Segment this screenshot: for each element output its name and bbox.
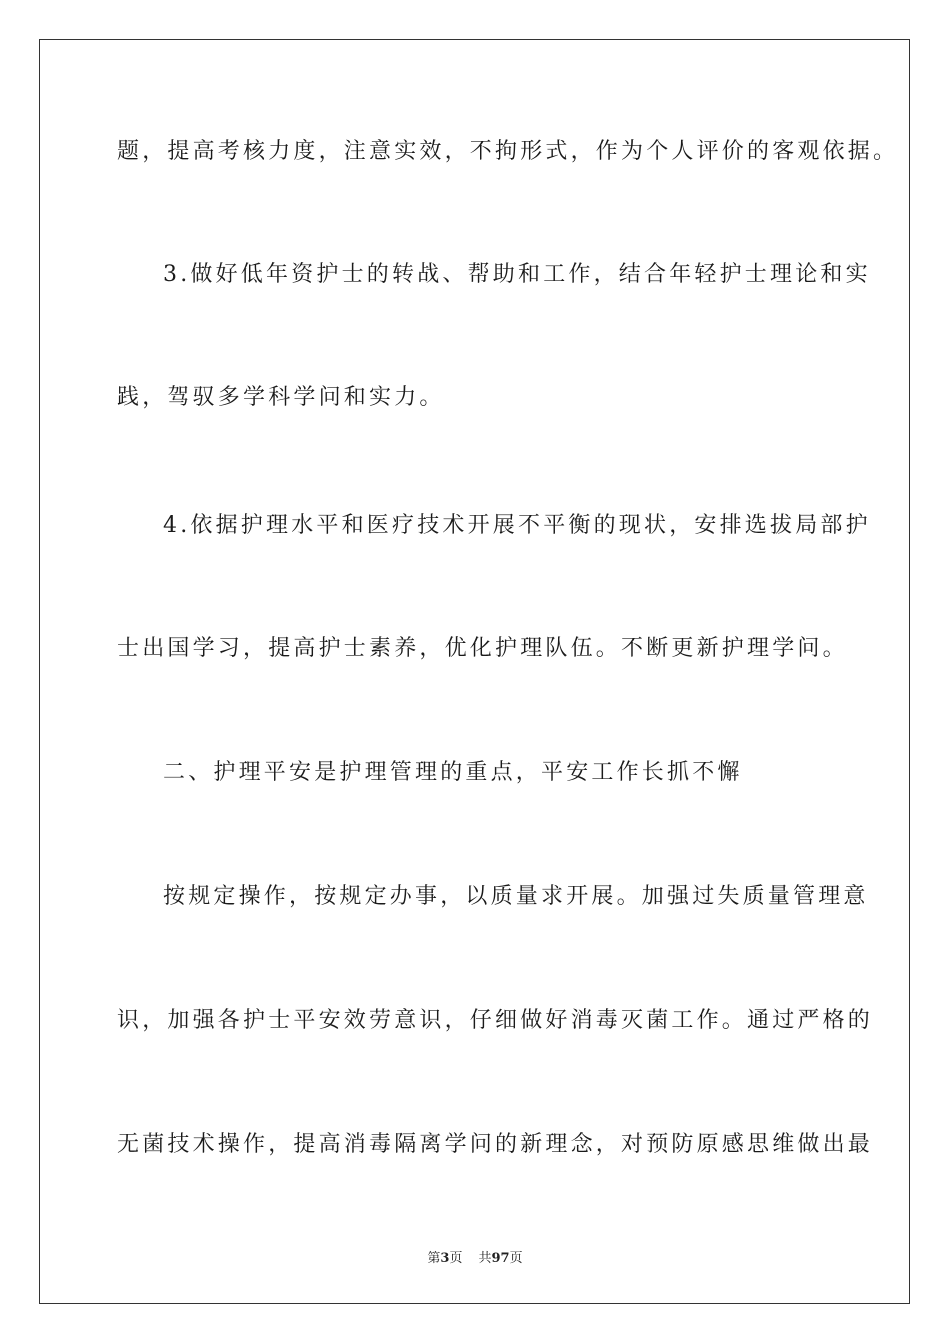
footer-page-suffix: 页 xyxy=(449,1251,463,1266)
text-line-2: 3.做好低年资护士的转战、帮助和工作，结合年轻护士理论和实 xyxy=(163,262,871,287)
text-line-4: 4.依据护理水平和医疗技术开展不平衡的现状，安排选拔局部护 xyxy=(163,513,871,538)
footer-total-pages: 97 xyxy=(491,1251,510,1266)
text-line-7: 按规定操作，按规定办事，以质量求开展。加强过失质量管理意 xyxy=(163,884,869,909)
text-line-3: 践，驾驭多学科学问和实力。 xyxy=(117,385,445,410)
text-line-1: 题，提高考核力度，注意实效，不拘形式，作为个人评价的客观依据。 xyxy=(117,139,899,164)
footer-total-prefix: 共 xyxy=(478,1251,492,1266)
footer-page-prefix: 第 xyxy=(427,1251,441,1266)
page-footer xyxy=(0,1247,950,1266)
section-heading: 二、护理平安是护理管理的重点，平安工作长抓不懈 xyxy=(163,760,743,785)
text-line-5: 士出国学习，提高护士素养，优化护理队伍。不断更新护理学问。 xyxy=(117,636,848,661)
text-line-9: 无菌技术操作，提高消毒隔离学问的新理念，对预防原感思维做出最 xyxy=(117,1132,874,1157)
footer-total-suffix: 页 xyxy=(509,1251,523,1266)
footer-page-number: 3 xyxy=(440,1251,450,1266)
page-border xyxy=(39,39,910,1304)
text-line-8: 识，加强各护士平安效劳意识，仔细做好消毒灭菌工作。通过严格的 xyxy=(117,1008,874,1033)
